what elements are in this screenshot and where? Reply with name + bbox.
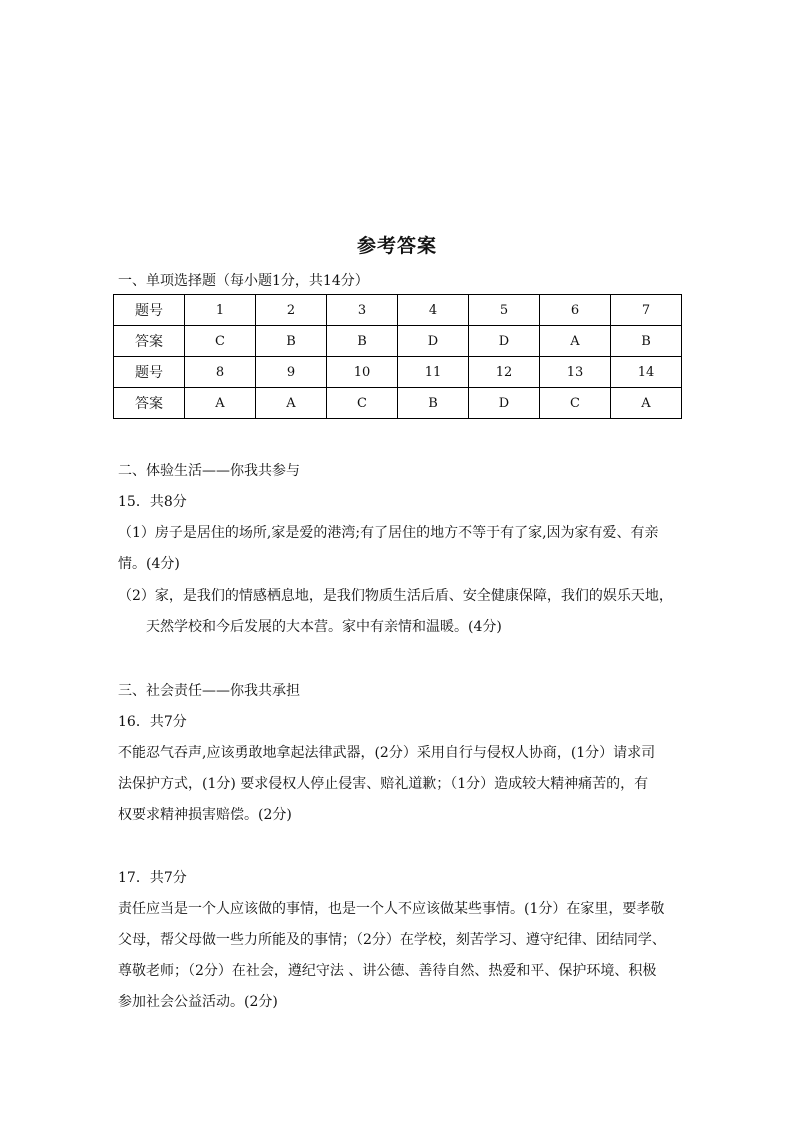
answer-cell: A xyxy=(540,326,611,357)
q17-line3: 尊敬老师；（2分）在社会，遵纪守法 、讲公德、善待自然、热爱和平、保护环境、积极 xyxy=(118,963,657,979)
question-number-cell: 5 xyxy=(469,295,540,326)
answer-cell: B xyxy=(611,326,682,357)
answer-cell: D xyxy=(398,326,469,357)
question-number-cell: 2 xyxy=(256,295,327,326)
q15-part2-line2: 天然学校和今后发展的大本营。家中有亲情和温暖。(4分) xyxy=(146,619,502,635)
q17-line1: 责任应当是一个人应该做的事情，也是一个人不应该做某些事情。(1分）在家里，要孝敬 xyxy=(118,901,665,917)
table-row xyxy=(114,295,682,326)
q16-heading: 16．共7分 xyxy=(118,714,187,730)
page-title: 参考答案 xyxy=(356,235,437,257)
q15-heading: 15．共8分 xyxy=(118,494,187,510)
table-row xyxy=(114,357,682,388)
answer-cell: B xyxy=(327,326,398,357)
answer-cell: C xyxy=(185,326,256,357)
question-number-cell: 8 xyxy=(185,357,256,388)
q15-part1-line1: （1）房子是居住的场所,家是爱的港湾;有了居住的地方不等于有了家,因为家有爱、有亲 xyxy=(118,525,659,541)
question-number-cell: 10 xyxy=(327,357,398,388)
question-number-cell: 7 xyxy=(611,295,682,326)
answer-cell: C xyxy=(327,388,398,419)
q16-line1: 不能忍气吞声,应该勇敢地拿起法律武器，(2分）采用自行与侵权人协商，(1分）请求司 xyxy=(118,745,656,761)
answer-cell: A xyxy=(256,388,327,419)
section3-heading: 三、社会责任——你我共承担 xyxy=(118,683,300,699)
question-number-cell: 6 xyxy=(540,295,611,326)
answer-table xyxy=(113,294,682,419)
answer-cell: A xyxy=(611,388,682,419)
answer-cell: C xyxy=(540,388,611,419)
answer-cell: D xyxy=(469,326,540,357)
q17-line2: 父母，帮父母做一些力所能及的事情；（2分）在学校，刻苦学习、遵守纪律、团结同学、 xyxy=(118,932,666,948)
q17-line4: 参加社会公益活动。(2分) xyxy=(118,994,278,1010)
question-number-cell: 14 xyxy=(611,357,682,388)
answer-cell: A xyxy=(185,388,256,419)
question-number-cell: 12 xyxy=(469,357,540,388)
question-number-cell: 11 xyxy=(398,357,469,388)
answer-label: 答案 xyxy=(114,326,185,357)
question-number-label: 题号 xyxy=(114,295,185,326)
section2-heading: 二、体验生活——你我共参与 xyxy=(118,463,300,479)
q15-part1-line2: 情。(4分) xyxy=(118,556,180,572)
q15-part2-line1: （2）家，是我们的情感栖息地，是我们物质生活后盾、安全健康保障，我们的娱乐天地， xyxy=(118,588,673,604)
question-number-cell: 9 xyxy=(256,357,327,388)
table-row xyxy=(114,388,682,419)
q16-line2: 法保护方式，(1分) 要求侵权人停止侵害、赔礼道歉；（1分）造成较大精神痛苦的，有 xyxy=(118,776,649,792)
question-number-label: 题号 xyxy=(114,357,185,388)
question-number-cell: 13 xyxy=(540,357,611,388)
answer-label: 答案 xyxy=(114,388,185,419)
question-number-cell: 4 xyxy=(398,295,469,326)
table-row xyxy=(114,326,682,357)
question-number-cell: 3 xyxy=(327,295,398,326)
q17-heading: 17．共7分 xyxy=(118,870,187,886)
answer-cell: B xyxy=(398,388,469,419)
question-number-cell: 1 xyxy=(185,295,256,326)
answer-cell: D xyxy=(469,388,540,419)
section1-heading: 一、单项选择题（每小题1分，共14分） xyxy=(118,273,369,289)
answer-cell: B xyxy=(256,326,327,357)
q16-line3: 权要求精神损害赔偿。(2分) xyxy=(118,807,292,823)
